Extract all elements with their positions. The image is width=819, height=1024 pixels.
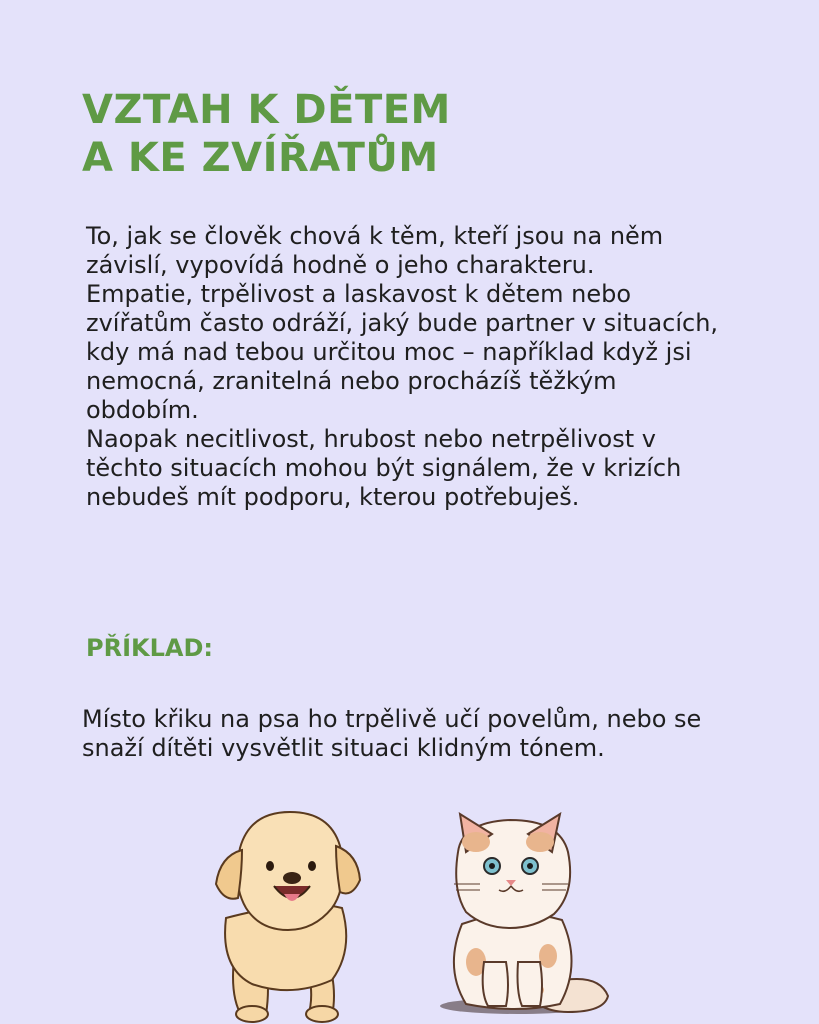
- paragraph-1: To, jak se člověk chová k těm, kteří jsou na něm závislí, vypovídá hodně o jeho charakteru.: [86, 222, 664, 279]
- body-text: [86, 222, 726, 512]
- example-heading: PŘÍKLAD:: [86, 634, 213, 662]
- title-line-1: VZTAH K DĚTEM: [82, 87, 451, 133]
- kitten-illustration: [436, 812, 614, 1018]
- paragraph-3: Naopak necitlivost, hrubost nebo netrpělivost v těchto situacích mohou být signálem, že v krizích nebudeš mít podporu, kterou potřebuješ.: [86, 425, 682, 511]
- example-text: Místo křiku na psa ho trpělivě učí povelům, nebo se snaží dítěti vysvětlit situaci klidným tónem.: [82, 705, 702, 762]
- paragraph-2: Empatie, trpělivost a laskavost k dětem nebo zvířatům často odráží, jaký bude partner v situacích, kdy má nad tebou určitou moc – například když jsi nemocná, zranitelná nebo procházíš těžkým obdobím.: [86, 280, 719, 424]
- puppy-illustration: [212, 808, 362, 1024]
- page-title: [82, 86, 642, 182]
- title-line-2: A KE ZVÍŘATŮM: [82, 135, 439, 181]
